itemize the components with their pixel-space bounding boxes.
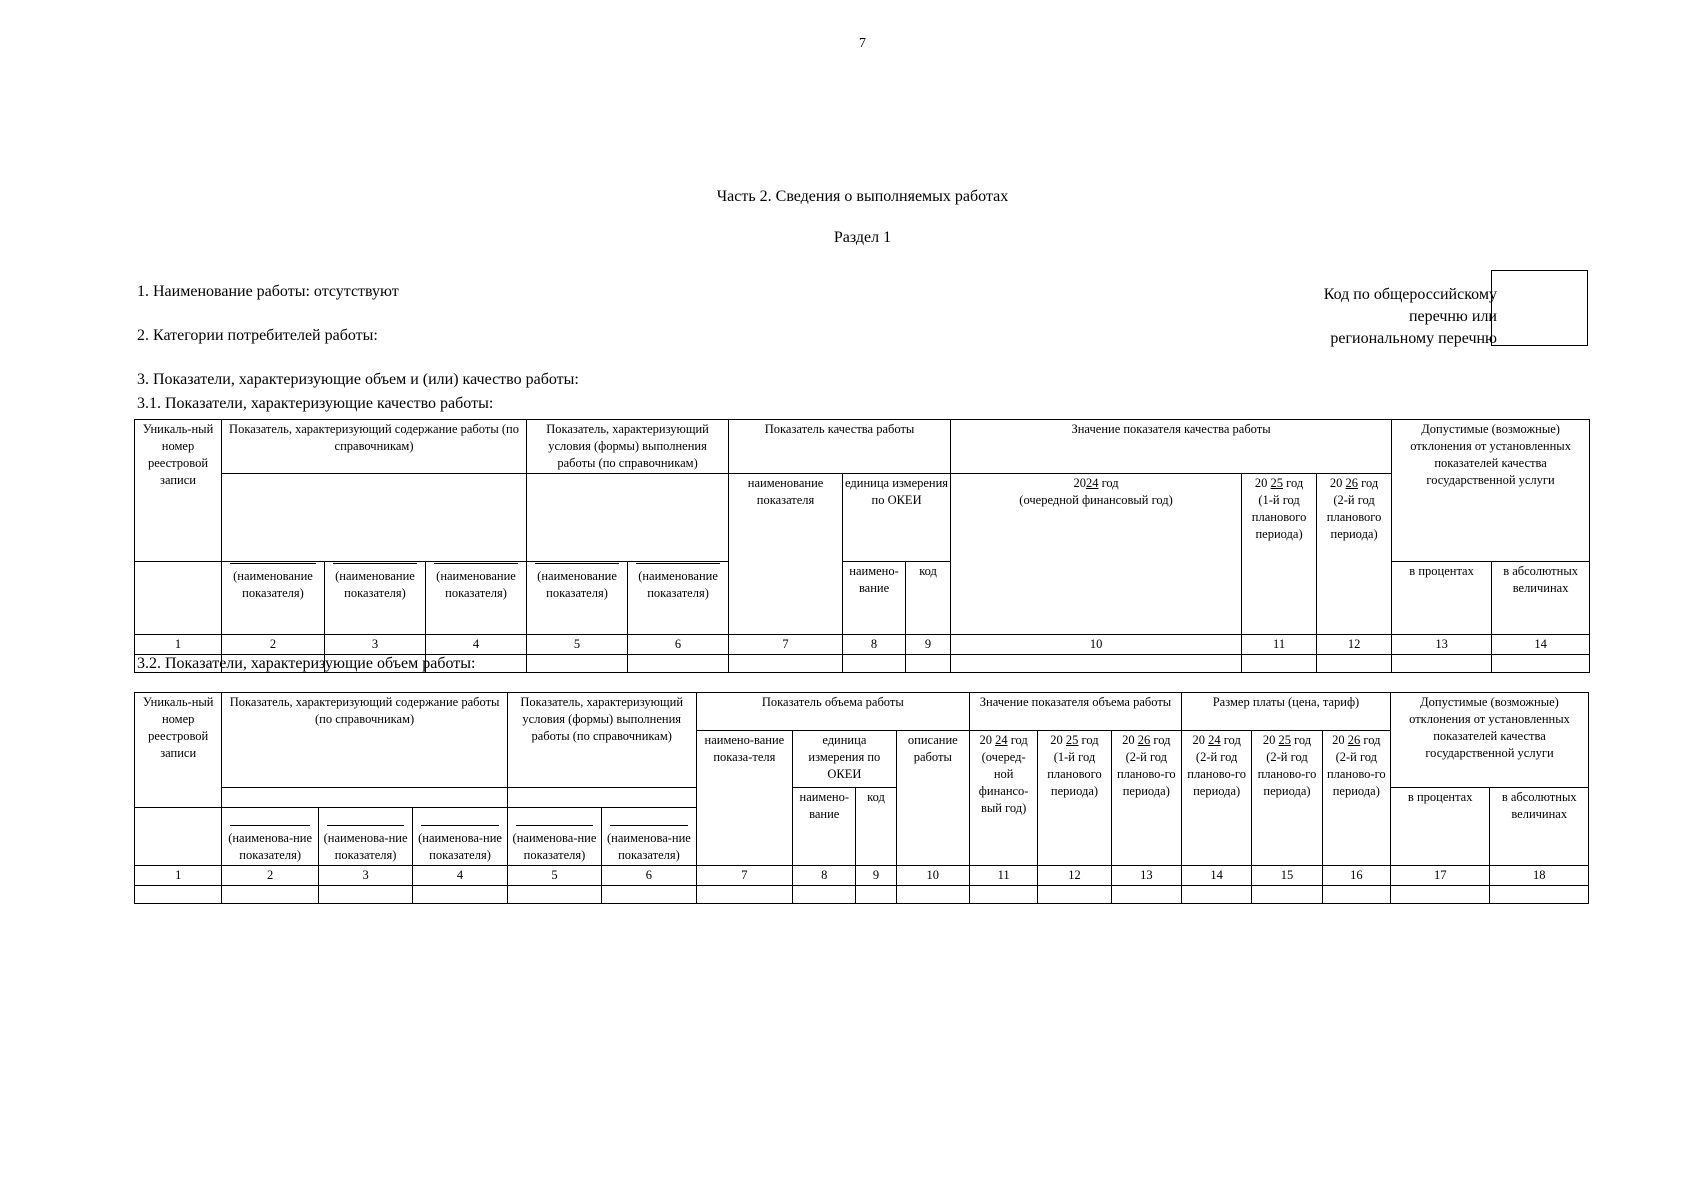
subindicator-label: (наименова-ние показателя) — [418, 831, 502, 862]
deviation-absolute-header: в абсолютных величинах — [1490, 788, 1589, 866]
table-cell — [856, 886, 896, 904]
content-indicator-header: Показатель, характеризующий содержание работы (по справочникам) — [222, 420, 527, 474]
column-number: 10 — [951, 635, 1242, 655]
column-number: 9 — [856, 866, 896, 886]
registry-code-label — [1324, 284, 1497, 350]
column-number: 17 — [1390, 866, 1489, 886]
code-label-line-1: Код по общероссийскому — [1323, 286, 1497, 303]
fee-year-2024-header — [1181, 731, 1251, 866]
unit-code-header: код — [906, 562, 951, 635]
column-number: 4 — [413, 866, 507, 886]
year-note: (2-й год планово-го периода) — [1116, 750, 1176, 798]
year-note: (1-й год планового периода) — [1047, 750, 1102, 798]
table-cell — [1242, 655, 1317, 673]
registry-code-box — [1491, 270, 1588, 346]
table-cell — [1111, 886, 1181, 904]
year-note: (2-й год планово-го периода) — [1257, 750, 1317, 798]
conditions-subindicator-2 — [602, 808, 696, 866]
deviation-header: Допустимые (возможные) отклонения от установленных показателей качества государственной услуги — [1392, 420, 1590, 562]
table-cell — [135, 886, 222, 904]
year-note: (2-й год планово-го периода) — [1187, 750, 1246, 798]
table-cell — [527, 655, 628, 673]
content-subindicator-2 — [318, 808, 412, 866]
column-number: 10 — [896, 866, 969, 886]
content-indicator-blank — [222, 474, 527, 562]
table-cell — [1392, 655, 1492, 673]
section-title: Раздел 1 — [833, 229, 892, 246]
subindicator-label: (наименование показателя) — [335, 569, 415, 600]
deviation-percent-header: в процентах — [1390, 788, 1489, 866]
year-value: 24 — [995, 733, 1008, 747]
content-subindicator-3 — [413, 808, 507, 866]
column-number: 2 — [222, 866, 318, 886]
quality-indicator-header: Показатель качества работы — [729, 420, 951, 474]
indicator-name-header: наименование показателя — [729, 474, 843, 635]
table-cell — [1181, 886, 1251, 904]
subindicator-label: (наименова-ние показателя) — [512, 831, 597, 862]
subindicator-label: (наименование показателя) — [233, 569, 313, 600]
table-cell — [969, 886, 1037, 904]
table-cell — [222, 886, 318, 904]
column-number: 5 — [527, 635, 628, 655]
work-description-header: описание работы — [896, 731, 969, 866]
column-number: 13 — [1392, 635, 1492, 655]
unit-name-header: наимено-вание — [793, 788, 856, 866]
table-cell — [1490, 886, 1589, 904]
table-cell — [628, 655, 729, 673]
year-suffix: год — [1098, 476, 1119, 490]
table-cell — [318, 886, 412, 904]
quality-value-header: Значение показателя качества работы — [951, 420, 1392, 474]
fee-year-2026-header — [1322, 731, 1390, 866]
column-number: 1 — [135, 866, 222, 886]
code-label-line-3: региональному перечню — [1330, 330, 1497, 347]
fee-header: Размер платы (цена, тариф) — [1181, 693, 1390, 731]
subindicator-label: (наименование показателя) — [436, 569, 516, 600]
year-prefix: 20 — [1332, 733, 1348, 747]
volume-year-2024-header — [969, 731, 1037, 866]
year-prefix: 20 — [1329, 476, 1346, 490]
conditions-subindicator-2 — [628, 562, 729, 635]
indicators-heading: 3. Показатели, характеризующие объем и (или) качество работы: — [137, 371, 579, 388]
conditions-subindicator-1 — [507, 808, 601, 866]
unit-code-header: код — [856, 788, 896, 866]
year-note: (2-й год планово-го периода) — [1326, 750, 1386, 798]
column-number: 7 — [729, 635, 843, 655]
column-number: 3 — [325, 635, 426, 655]
content-subindicator-2 — [325, 562, 426, 635]
year-2024-header — [951, 474, 1242, 635]
year-suffix: год — [1283, 476, 1304, 490]
year-suffix: год — [1290, 733, 1312, 747]
table-cell — [951, 655, 1242, 673]
table-cell — [1252, 886, 1322, 904]
volume-year-2025-header — [1038, 731, 1111, 866]
content-subindicator-1 — [222, 808, 318, 866]
column-number: 6 — [602, 866, 696, 886]
year-suffix: год — [1007, 733, 1028, 747]
volume-indicators-table — [134, 692, 1589, 904]
subindicator-label: (наименова-ние показателя) — [606, 831, 691, 862]
year-value: 26 — [1345, 476, 1359, 490]
table-cell — [906, 655, 951, 673]
year-prefix: 20 — [979, 733, 996, 747]
column-number: 1 — [135, 635, 222, 655]
table-cell — [896, 886, 969, 904]
content-subindicator-1 — [222, 562, 325, 635]
table-cell — [843, 655, 906, 673]
year-prefix: 20 — [1254, 476, 1271, 490]
deviation-header: Допустимые (возможные) отклонения от установленных показателей качества государственной услуги — [1390, 693, 1588, 788]
year-value: 26 — [1137, 733, 1151, 747]
table-cell — [1317, 655, 1392, 673]
conditions-indicator-header: Показатель, характеризующий условия (формы) выполнения работы (по справочникам) — [507, 693, 696, 788]
table-cell — [507, 886, 601, 904]
table-cell — [413, 886, 507, 904]
subindicator-label: (наименование показателя) — [537, 569, 617, 600]
table-cell — [793, 886, 856, 904]
code-label-line-2: перечню или — [1408, 308, 1497, 325]
table-cell — [1390, 886, 1489, 904]
content-indicator-header: Показатель, характеризующий содержание работы (по справочникам) — [222, 693, 507, 788]
year-suffix: год — [1358, 476, 1379, 490]
column-number: 15 — [1252, 866, 1322, 886]
column-number: 16 — [1322, 866, 1390, 886]
conditions-indicator-blank — [507, 788, 696, 808]
okei-unit-header: единица измерения по ОКЕИ — [793, 731, 896, 788]
subindicator-label: (наименова-ние показателя) — [323, 831, 408, 862]
unique-number-header: Уникаль-ный номер реестровой записи — [135, 693, 222, 808]
quality-indicators-table — [134, 419, 1590, 673]
conditions-subindicator-1 — [527, 562, 628, 635]
year-value: 24 — [1085, 476, 1099, 490]
table-cell — [1322, 886, 1390, 904]
column-number: 14 — [1181, 866, 1251, 886]
unique-number-header: Уникаль-ный номер реестровой записи — [135, 420, 222, 562]
year-note: (1-й год планового периода) — [1251, 493, 1307, 541]
column-number: 2 — [222, 635, 325, 655]
year-note: (очередной финансовый год) — [1019, 493, 1173, 507]
column-number: 8 — [793, 866, 856, 886]
subindicator-label: (наименование показателя) — [638, 569, 718, 600]
conditions-indicator-blank — [527, 474, 729, 562]
column-number: 12 — [1317, 635, 1392, 655]
column-number: 11 — [969, 866, 1037, 886]
table-cell — [1492, 655, 1590, 673]
year-2026-header — [1317, 474, 1392, 635]
year-2025-header — [1242, 474, 1317, 635]
column-number: 11 — [1242, 635, 1317, 655]
volume-year-2026-header — [1111, 731, 1181, 866]
okei-unit-header: единица измерения по ОКЕИ — [843, 474, 951, 562]
year-note: (очеред-ной финансо-вый год) — [978, 750, 1029, 815]
column-number: 14 — [1492, 635, 1590, 655]
year-prefix: 20 — [1073, 476, 1086, 490]
indicator-name-header: наимено-вание показа-теля — [696, 731, 792, 866]
year-suffix: год — [1150, 733, 1171, 747]
column-number: 12 — [1038, 866, 1111, 886]
column-number: 13 — [1111, 866, 1181, 886]
table-cell — [729, 655, 843, 673]
year-value: 24 — [1208, 733, 1221, 747]
column-number: 5 — [507, 866, 601, 886]
deviation-percent-header: в процентах — [1392, 562, 1492, 635]
year-prefix: 20 — [1192, 733, 1209, 747]
year-suffix: год — [1078, 733, 1099, 747]
year-value: 25 — [1278, 733, 1291, 747]
column-number: 18 — [1490, 866, 1589, 886]
year-value: 25 — [1270, 476, 1284, 490]
deviation-absolute-header: в абсолютных величинах — [1492, 562, 1590, 635]
volume-indicator-header: Показатель объема работы — [696, 693, 969, 731]
column-number: 8 — [843, 635, 906, 655]
unit-name-header: наимено-вание — [843, 562, 906, 635]
content-subindicator-3 — [426, 562, 527, 635]
unique-number-blank — [135, 808, 222, 866]
unique-number-blank — [135, 562, 222, 635]
year-prefix: 20 — [1262, 733, 1279, 747]
page-number: 7 — [859, 36, 866, 51]
volume-value-header: Значение показателя объема работы — [969, 693, 1181, 731]
consumer-category-line: 2. Категории потребителей работы: — [137, 327, 378, 344]
conditions-indicator-header: Показатель, характеризующий условия (формы) выполнения работы (по справочникам) — [527, 420, 729, 474]
table-cell — [696, 886, 792, 904]
column-number: 9 — [906, 635, 951, 655]
column-number: 7 — [696, 866, 792, 886]
year-suffix: год — [1220, 733, 1241, 747]
year-suffix: год — [1360, 733, 1381, 747]
year-value: 25 — [1065, 733, 1079, 747]
volume-indicators-heading: 3.2. Показатели, характеризующие объем работы: — [137, 655, 476, 672]
table-cell — [602, 886, 696, 904]
year-prefix: 20 — [1050, 733, 1066, 747]
year-note: (2-й год планового периода) — [1326, 493, 1382, 541]
table-cell — [1038, 886, 1111, 904]
column-number: 4 — [426, 635, 527, 655]
column-number: 3 — [318, 866, 412, 886]
work-name-line: 1. Наименование работы: отсутствуют — [137, 283, 399, 300]
fee-year-2025-header — [1252, 731, 1322, 866]
content-indicator-blank — [222, 788, 507, 808]
part-title: Часть 2. Сведения о выполняемых работах — [716, 188, 1009, 205]
year-value: 26 — [1347, 733, 1361, 747]
quality-indicators-heading: 3.1. Показатели, характеризующие качество работы: — [137, 395, 494, 412]
subindicator-label: (наименова-ние показателя) — [228, 831, 313, 862]
column-number: 6 — [628, 635, 729, 655]
year-prefix: 20 — [1122, 733, 1138, 747]
